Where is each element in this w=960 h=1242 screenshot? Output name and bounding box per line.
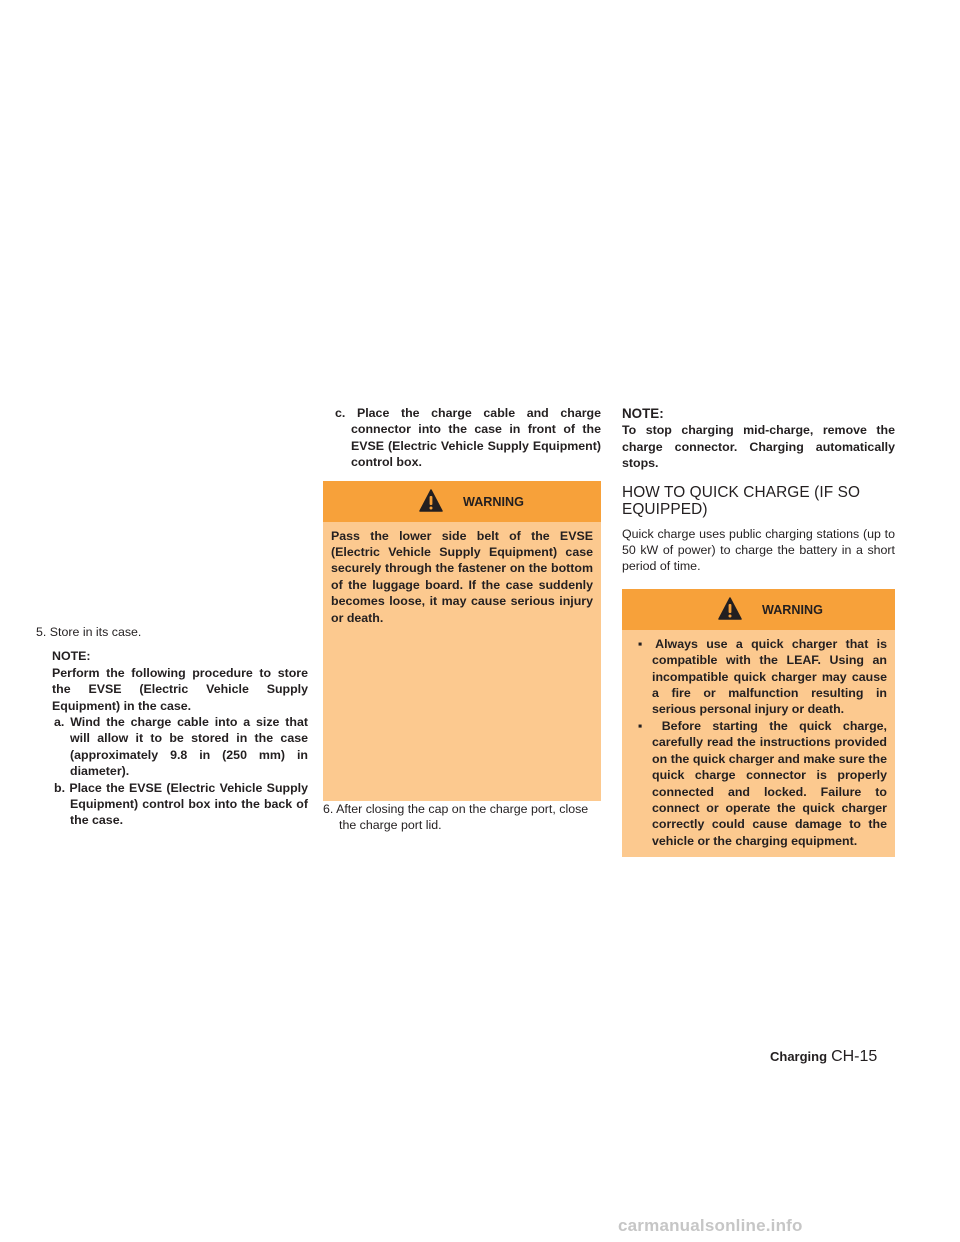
column-left: [36, 624, 308, 829]
section-heading: HOW TO QUICK CHARGE (IF SO EQUIPPED): [622, 483, 861, 518]
section-name: Charging: [770, 1049, 828, 1064]
column-right: [622, 406, 895, 857]
note-text-2: To stop charging mid-charge, remove the charge connector. Charging automatically stops.: [622, 423, 895, 471]
warning-bullets: [622, 630, 895, 857]
substep-c: c. Place the charge cable and charge connector into the case in front of the EVSE (Electric Vehicle Supply Equipment) control box.: [335, 406, 601, 470]
warning-box-quick-charge: [622, 589, 895, 857]
page-number: CH-15: [831, 1048, 878, 1065]
watermark: carmanualsonline.info: [618, 1216, 803, 1235]
warning-icon: [718, 597, 742, 625]
step-5: 5. Store in its case.: [36, 625, 142, 639]
warning-icon: [419, 489, 443, 517]
note-label-2: NOTE:: [622, 406, 664, 421]
note-text: Perform the following procedure to store the EVSE (Electric Vehicle Supply Equipment) in the case.: [52, 665, 308, 713]
step-6: 6. After closing the cap on the charge port, close the charge port lid.: [323, 801, 589, 833]
warning-title-2: WARNING: [762, 602, 823, 617]
page-footer: [770, 1049, 896, 1065]
note-label: NOTE:: [52, 649, 91, 664]
warning-text: Pass the lower side belt of the EVSE (Electric Vehicle Supply Equipment) case securely through the fastener on the bottom of the luggage board. If the case suddenly becomes loose, it may cause serious injury or death.: [331, 528, 593, 625]
warning-header-2: [622, 589, 895, 630]
column-middle: [323, 405, 601, 833]
substep-a: a. Wind the charge cable into a size that will allow it to be stored in the case (approximately 9.8 in (250 mm) in diameter).: [54, 715, 308, 779]
warning-title: WARNING: [463, 494, 524, 509]
intro-text: Quick charge uses public charging stations (up to 50 kW of power) to charge the battery in a short period of time.: [622, 526, 895, 574]
warning-box-luggage: [323, 481, 601, 801]
substep-b: b. Place the EVSE (Electric Vehicle Supply Equipment) control box into the back of the case.: [54, 780, 308, 828]
warning-header: [323, 481, 601, 522]
warning-bullet: ▪ Before starting the quick charge, carefully read the instructions provided on the quick charger and make sure the quick charge connector is properly connected and locked. Failure to connect or operate the quick charger correctly could cause damage to the vehicle or the charging equipment.: [638, 718, 887, 848]
warning-bullet: ▪ Always use a quick charger that is compatible with the LEAF. Using an incompatible quick charger may cause a fire or malfunction resulting in serious personal injury or death.: [638, 636, 887, 717]
